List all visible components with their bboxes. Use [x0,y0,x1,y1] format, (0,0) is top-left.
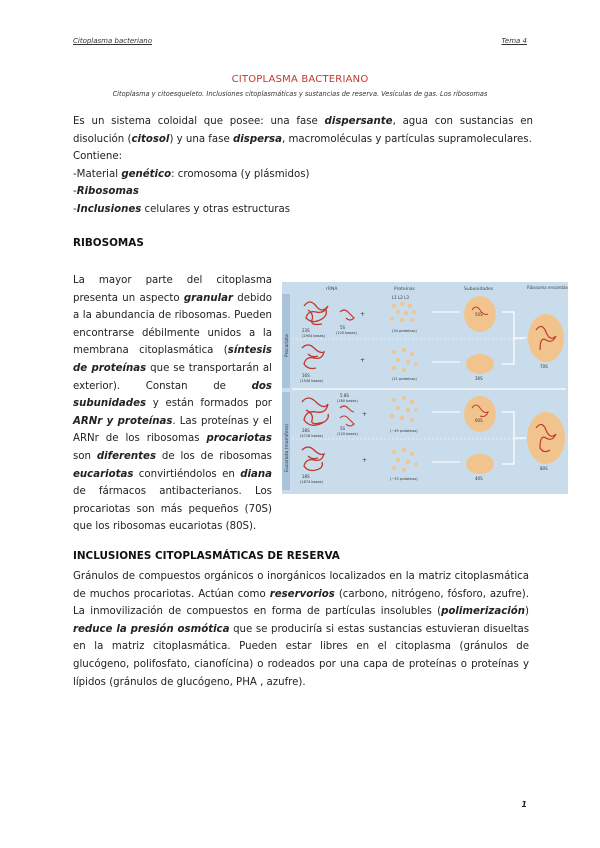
ribosomas-paragraph [73,272,272,536]
para-emph: polimerización [441,606,526,618]
para-text: de fármacos antibacterianos. Los procariotas son más pequeños (70S) que los ribosomas eucariotas (80S). [73,486,272,533]
intro-text: , macromoléculas y partículas supramoleculares. [281,133,532,145]
label-40s: 40S [475,476,483,481]
rrna-5-8s [340,406,354,412]
rrna-23s [304,302,328,325]
subunit-40s [466,454,494,474]
rrna-16s [302,345,324,369]
rrna-5s [340,310,354,320]
list-item-inclusiones [73,201,533,219]
contiene-label: Contiene: [73,151,123,163]
label-16s-bases: (1540 bases) [300,379,323,383]
section-heading-inclusiones: INCLUSIONES CITOPLASMÁTICAS DE RESERVA [73,550,340,562]
rrna-5s-euk [340,416,354,426]
label-23s: 23S [302,328,310,333]
para-text: convirtiéndolos en [133,468,241,480]
side-label-eukaryote [282,392,290,490]
document-subtitle: Citoplasma y citoesqueleto. Inclusiones citoplasmáticas y sustancias de reserva. Vesículas de gas. Los ribosomas [112,90,488,98]
col-header-assembled: Ribosoma ensamblado [527,285,568,290]
label-5s: 5S [340,325,346,330]
para-emph: granular [183,292,233,304]
label-28s: 28S [302,428,310,433]
para-text: que se produciría si estas sustancias estuvieran disueltas en la matriz citoplasmática. Pueden estar libres en el citoplasma (gránulos de glucógeno, polifosfato, cianofícina) o rodeados por una capa de proteínas o proteínas y lípidos (gránulos de glucógeno, PHA , azufre). [73,623,529,688]
para-text: que se transportarán al exterior). Constan de [73,362,273,392]
assembly-bracket [502,412,526,464]
para-emph: síntesis de proteínas [73,345,272,374]
rrna-28s [302,398,328,425]
para-emph: dos subunidades [73,380,272,410]
col-header-subunits: Subunidades [464,287,494,292]
label-5s-euk-bases: (120 bases) [337,432,358,436]
para-text: debido a la abundancia de ribosomas. Pueden encontrarse débilmente unidos a la membrana citoplasmática ( [73,292,272,357]
label-5s-bases: (120 bases) [336,331,357,335]
list-text: - [73,203,77,215]
protein-cluster-60s [390,396,418,422]
page-number: 1 [521,800,527,809]
label-33-proteins: (~33 proteínas) [390,477,418,481]
plus-sign: + [360,357,366,364]
col-header-rrna: rRNA [326,287,338,292]
inclusiones-paragraph [73,568,529,691]
intro-text: , agua con sustancias en disolución ( [73,116,533,145]
para-emph: eucariotas [73,468,134,480]
list-item-material [73,166,533,184]
intro-paragraph [73,113,533,148]
para-emph: procariotas [206,433,272,445]
subunit-60s [464,396,496,432]
label-49-proteins: (~49 proteínas) [390,429,418,433]
para-text: La mayor parte del citoplasma presenta un aspecto [73,275,272,304]
rrna-18s [302,447,324,471]
header-right: Tema 4 [501,37,527,45]
list-text: - [73,186,77,198]
label-18s: 18S [302,474,310,479]
list-text: -Material [73,168,122,180]
intro-text: Es un sistema coloidal que posee: una fase [73,116,325,127]
label-70s: 70S [540,364,548,369]
label-23s-bases: (2904 bases) [302,334,325,338]
plus-sign: + [362,411,368,418]
ribosome-70s [528,314,564,362]
para-text: y están formados por [146,398,272,410]
subunit-30s [466,354,494,374]
col-header-proteins: Proteínas [394,287,415,292]
para-emph: ARNr y proteínas [73,415,173,427]
para-text: (carbono, nitrógeno, fósforo, azufre). La inmovilización de compuestos en forma de partículas insolubles ( [73,588,529,618]
label-21-proteins: (21 proteínas) [392,377,417,381]
list-item-ribosomas [73,183,533,201]
label-80s: 80S [540,466,548,471]
list-emph: Inclusiones [76,203,142,215]
ribosome-figure [282,282,568,494]
plus-sign: + [362,457,368,464]
intro-text: ) y una fase [169,133,233,145]
label-50s: 50S [475,312,483,317]
label-5s-euk: 5S [340,426,346,431]
para-emph: diana [240,468,272,480]
side-label-prokaryote [282,294,290,388]
side-text: Eucariota (mamífero) [285,424,290,472]
label-16s: 16S [302,373,310,378]
list-emph: genético [121,168,172,180]
label-60s: 60S [475,418,483,423]
para-emph: reduce la presión osmótica [73,623,230,635]
header-left: Citoplasma bacteriano [73,37,152,45]
label-5-8s-bases: (160 bases) [337,399,358,403]
label-34-proteins: (34 proteínas) [392,329,417,333]
para-text: de los de ribosomas [156,450,272,462]
intro-section [73,113,533,219]
para-text: ) [525,606,529,618]
protein-cluster-40s [392,448,418,472]
para-text: son [73,450,97,462]
label-18s-bases: (1874 bases) [300,480,323,484]
list-emph: Ribosomas [76,186,139,198]
section-heading-ribosomas: RIBOSOMAS [73,237,144,249]
para-text: . Las proteínas y el ARNr de los ribosomas [73,415,272,445]
document-title: CITOPLASMA BACTERIANO [231,74,369,85]
para-text: Gránulos de compuestos orgánicos o inorgánicos localizados en la matriz citoplasmática de muchos procariotas. Actúan como [73,571,529,600]
para-emph: reservorios [269,588,335,600]
protein-cluster-large [390,302,416,322]
protein-cluster-small [392,348,418,372]
assembly-bracket [502,312,526,364]
plus-sign: + [360,311,366,318]
side-text: Procariota [285,334,290,357]
intro-emph-dispersa: dispersa [232,133,282,145]
label-30s: 30S [475,376,483,381]
ribosome-diagram [282,282,568,494]
list-text: celulares y otras estructuras [141,203,291,215]
list-text: : cromosoma (y plásmidos) [171,168,310,180]
label-28s-bases: (4718 bases) [300,434,323,438]
label-l-proteins: L1 L2 L3 [392,295,409,300]
label-5-8s: 5.8S [340,393,349,398]
para-emph: diferentes [96,450,157,462]
intro-emph-dispersante: dispersante [324,116,393,127]
intro-emph-citosol: citosol [131,133,170,145]
